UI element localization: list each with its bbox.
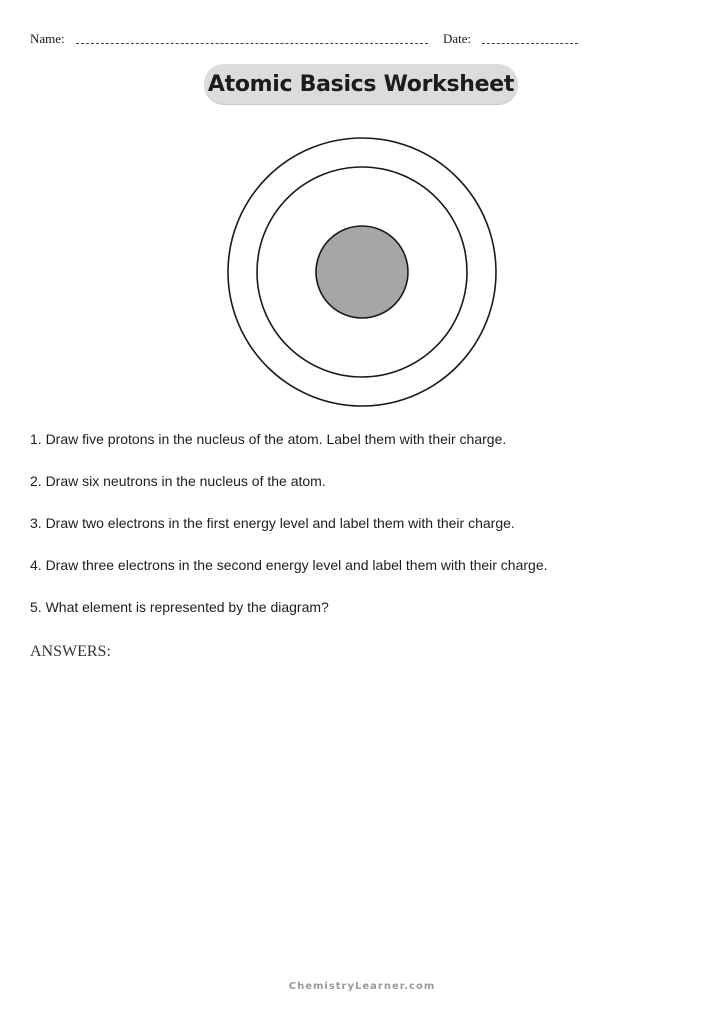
question-item: 2. Draw six neutrons in the nucleus of the atom.	[30, 473, 326, 489]
date-field[interactable]	[482, 43, 578, 44]
answers-heading: ANSWERS:	[30, 643, 111, 660]
question-item: 1. Draw five protons in the nucleus of the atom. Label them with their charge.	[30, 431, 507, 447]
name-label: Name:	[30, 31, 65, 46]
question-item: 5. What element is represented by the diagram?	[30, 599, 329, 615]
name-field[interactable]	[76, 43, 428, 44]
nucleus[interactable]	[316, 226, 408, 318]
header-row	[30, 30, 590, 50]
site-footer: ChemistryLearner.com	[288, 981, 436, 992]
date-label: Date:	[443, 31, 472, 46]
atom-diagram	[226, 136, 498, 408]
question-item: 3. Draw two electrons in the first energy level and label them with their charge.	[30, 515, 515, 531]
question-list	[30, 428, 700, 638]
question-item: 4. Draw three electrons in the second energy level and label them with their charge.	[30, 557, 548, 573]
page-title: Atomic Basics Worksheet	[204, 64, 518, 104]
